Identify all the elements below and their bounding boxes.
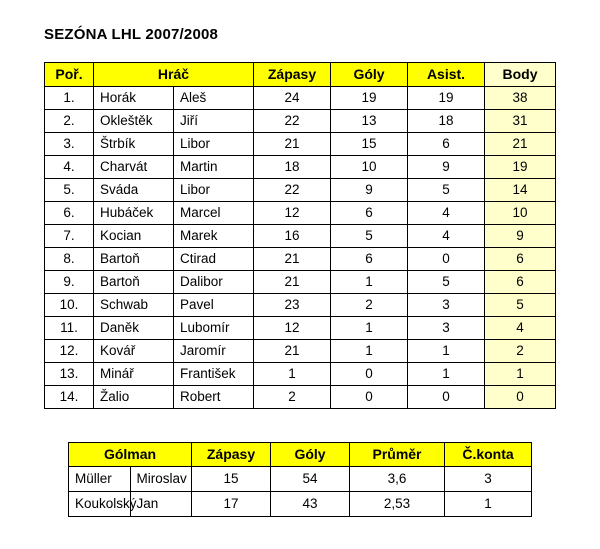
cell-games: 21 (254, 133, 331, 156)
cell-firstname: Jaromír (174, 340, 254, 363)
table-row (45, 110, 556, 133)
cell-rank: 12. (45, 340, 94, 363)
cell-firstname: Marcel (174, 202, 254, 225)
table-row (45, 386, 556, 409)
cell-assists: 3 (408, 294, 485, 317)
cell-assists: 19 (408, 87, 485, 110)
cell-points: 38 (485, 87, 556, 110)
column-header-rank: Poř. (45, 63, 94, 87)
cell-assists: 0 (408, 386, 485, 409)
table-row (45, 156, 556, 179)
table-row (69, 467, 532, 492)
cell-points: 1 (485, 363, 556, 386)
players-header-row (45, 63, 556, 87)
cell-surname: Okleštěk (94, 110, 174, 133)
cell-games: 22 (254, 179, 331, 202)
cell-firstname: Martin (174, 156, 254, 179)
column-header-games: Zápasy (254, 63, 331, 87)
cell-points: 10 (485, 202, 556, 225)
goalies-stats-table (68, 442, 532, 517)
cell-goalie-firstname: Miroslav (130, 467, 192, 492)
cell-assists: 1 (408, 363, 485, 386)
cell-goals: 13 (331, 110, 408, 133)
cell-goalie-games: 15 (192, 467, 271, 492)
cell-assists: 4 (408, 202, 485, 225)
cell-goals: 10 (331, 156, 408, 179)
cell-goals: 15 (331, 133, 408, 156)
players-stats-table (44, 62, 556, 409)
cell-firstname: Pavel (174, 294, 254, 317)
cell-surname: Sváda (94, 179, 174, 202)
cell-goals: 0 (331, 386, 408, 409)
cell-points: 31 (485, 110, 556, 133)
cell-firstname: Marek (174, 225, 254, 248)
cell-assists: 5 (408, 271, 485, 294)
cell-goalie-surname: Müller (69, 467, 131, 492)
cell-rank: 2. (45, 110, 94, 133)
cell-games: 12 (254, 317, 331, 340)
cell-goalie-firstname: Jan (130, 492, 192, 517)
cell-surname: Bartoň (94, 271, 174, 294)
cell-goalie-shutouts: 1 (445, 492, 532, 517)
table-row (45, 87, 556, 110)
cell-surname: Kovář (94, 340, 174, 363)
cell-rank: 13. (45, 363, 94, 386)
table-row (45, 225, 556, 248)
column-header-points: Body (485, 63, 556, 87)
cell-games: 21 (254, 248, 331, 271)
cell-assists: 6 (408, 133, 485, 156)
table-row (45, 271, 556, 294)
column-header-goals: Góly (331, 63, 408, 87)
cell-surname: Bartoň (94, 248, 174, 271)
cell-rank: 4. (45, 156, 94, 179)
cell-rank: 11. (45, 317, 94, 340)
cell-firstname: František (174, 363, 254, 386)
page-title: SEZÓNA LHL 2007/2008 (44, 26, 219, 43)
cell-firstname: Jiří (174, 110, 254, 133)
cell-games: 21 (254, 340, 331, 363)
cell-rank: 14. (45, 386, 94, 409)
cell-firstname: Libor (174, 179, 254, 202)
cell-rank: 6. (45, 202, 94, 225)
cell-assists: 5 (408, 179, 485, 202)
cell-goals: 9 (331, 179, 408, 202)
cell-points: 14 (485, 179, 556, 202)
cell-goals: 1 (331, 340, 408, 363)
table-row (45, 363, 556, 386)
cell-assists: 4 (408, 225, 485, 248)
table-row (69, 492, 532, 517)
cell-firstname: Aleš (174, 87, 254, 110)
column-header-name: Hráč (94, 63, 254, 87)
column-header-goalie-name: Gólman (69, 443, 192, 467)
cell-goals: 2 (331, 294, 408, 317)
cell-goalie-goals: 54 (271, 467, 350, 492)
column-header-assists: Asist. (408, 63, 485, 87)
cell-firstname: Libor (174, 133, 254, 156)
cell-games: 21 (254, 271, 331, 294)
cell-points: 5 (485, 294, 556, 317)
table-row (45, 179, 556, 202)
cell-points: 19 (485, 156, 556, 179)
cell-rank: 5. (45, 179, 94, 202)
cell-goals: 1 (331, 317, 408, 340)
cell-firstname: Lubomír (174, 317, 254, 340)
cell-points: 0 (485, 386, 556, 409)
cell-surname: Žalio (94, 386, 174, 409)
cell-firstname: Ctirad (174, 248, 254, 271)
cell-assists: 0 (408, 248, 485, 271)
column-header-goalie-shutouts: Č.konta (445, 443, 532, 467)
goalies-table-head (69, 443, 532, 467)
cell-games: 23 (254, 294, 331, 317)
table-row (45, 248, 556, 271)
cell-games: 22 (254, 110, 331, 133)
column-header-goalie-average: Průměr (350, 443, 445, 467)
cell-goalie-games: 17 (192, 492, 271, 517)
cell-goalie-average: 2,53 (350, 492, 445, 517)
cell-goals: 0 (331, 363, 408, 386)
table-row (45, 294, 556, 317)
goalies-table-body (69, 467, 532, 517)
players-table-head (45, 63, 556, 87)
table-row (45, 317, 556, 340)
column-header-goalie-games: Zápasy (192, 443, 271, 467)
cell-games: 24 (254, 87, 331, 110)
cell-rank: 1. (45, 87, 94, 110)
cell-games: 12 (254, 202, 331, 225)
table-row (45, 340, 556, 363)
cell-goals: 6 (331, 248, 408, 271)
cell-surname: Charvát (94, 156, 174, 179)
cell-surname: Minář (94, 363, 174, 386)
cell-assists: 1 (408, 340, 485, 363)
cell-surname: Schwab (94, 294, 174, 317)
cell-rank: 9. (45, 271, 94, 294)
cell-rank: 8. (45, 248, 94, 271)
cell-goalie-shutouts: 3 (445, 467, 532, 492)
cell-goals: 6 (331, 202, 408, 225)
table-row (45, 133, 556, 156)
cell-points: 21 (485, 133, 556, 156)
cell-points: 4 (485, 317, 556, 340)
players-table-body (45, 87, 556, 409)
cell-games: 18 (254, 156, 331, 179)
cell-surname: Hubáček (94, 202, 174, 225)
goalies-header-row (69, 443, 532, 467)
cell-goalie-surname: Koukolský (69, 492, 131, 517)
cell-goalie-goals: 43 (271, 492, 350, 517)
cell-games: 16 (254, 225, 331, 248)
table-row (45, 202, 556, 225)
cell-points: 9 (485, 225, 556, 248)
cell-points: 6 (485, 271, 556, 294)
cell-rank: 7. (45, 225, 94, 248)
cell-games: 1 (254, 363, 331, 386)
cell-surname: Horák (94, 87, 174, 110)
cell-assists: 3 (408, 317, 485, 340)
cell-rank: 3. (45, 133, 94, 156)
cell-goals: 5 (331, 225, 408, 248)
cell-points: 2 (485, 340, 556, 363)
column-header-goalie-goals: Góly (271, 443, 350, 467)
cell-firstname: Robert (174, 386, 254, 409)
cell-surname: Daněk (94, 317, 174, 340)
cell-games: 2 (254, 386, 331, 409)
cell-goalie-average: 3,6 (350, 467, 445, 492)
cell-points: 6 (485, 248, 556, 271)
cell-surname: Kocian (94, 225, 174, 248)
cell-firstname: Dalibor (174, 271, 254, 294)
cell-surname: Štrbík (94, 133, 174, 156)
cell-goals: 19 (331, 87, 408, 110)
cell-rank: 10. (45, 294, 94, 317)
cell-goals: 1 (331, 271, 408, 294)
cell-assists: 18 (408, 110, 485, 133)
cell-assists: 9 (408, 156, 485, 179)
